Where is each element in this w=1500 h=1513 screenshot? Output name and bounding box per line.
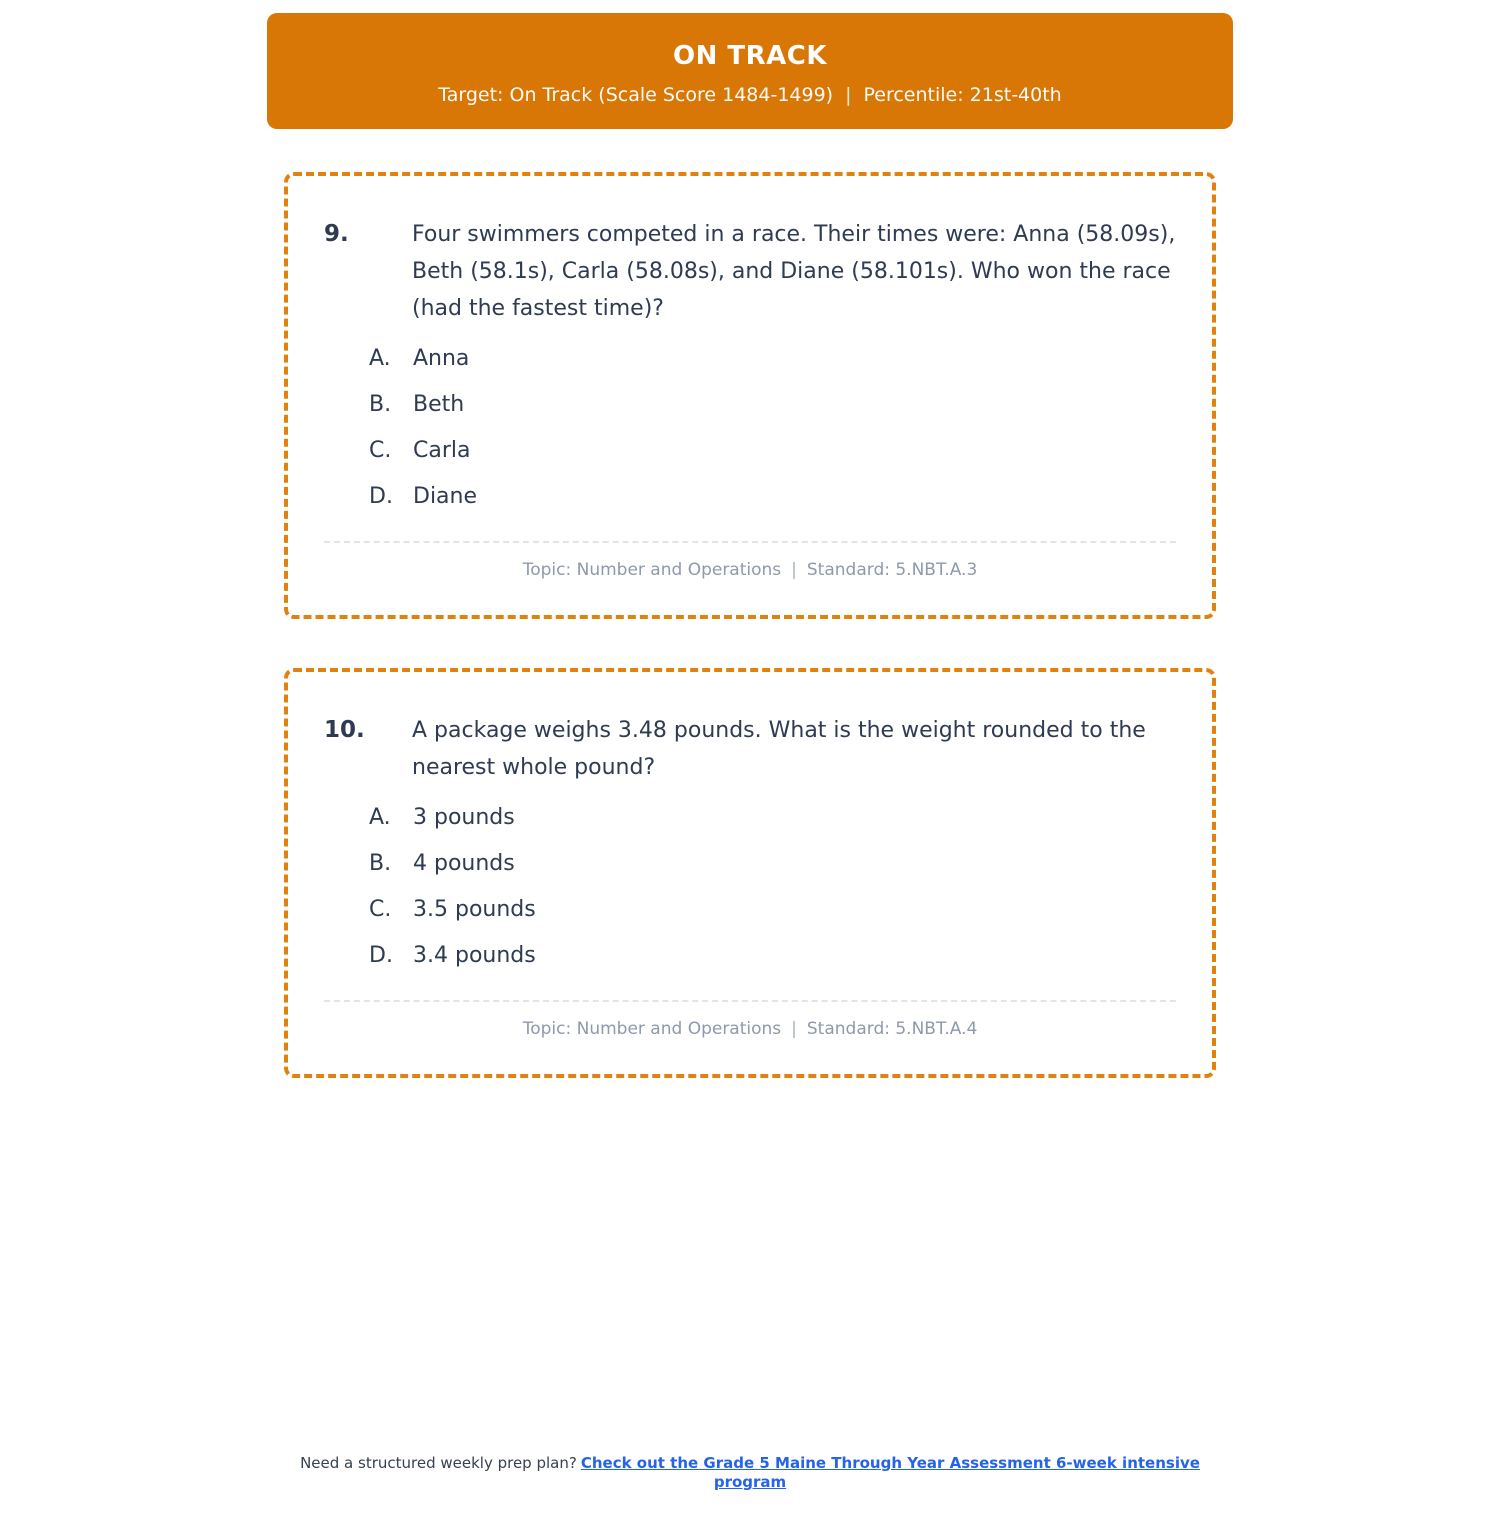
option-row-c [369, 427, 1176, 473]
option-row-a [369, 335, 1176, 381]
option-text: 3.4 pounds [413, 942, 536, 968]
banner-target-text: Target: On Track (Scale Score 1484-1499) [438, 84, 834, 106]
question-card-10 [284, 668, 1216, 1078]
meta-standard: Standard: 5.NBT.A.4 [806, 1019, 978, 1039]
worksheet-page [0, 13, 1500, 1491]
question-card-9 [284, 172, 1216, 619]
question-number: 9. [324, 221, 349, 247]
option-label: A. [369, 345, 391, 371]
meta-standard: Standard: 5.NBT.A.3 [806, 560, 978, 580]
options-list [369, 335, 1176, 519]
meta-topic: Topic: Number and Operations [522, 1019, 782, 1039]
question-meta [324, 559, 1176, 581]
question-meta [324, 1018, 1176, 1040]
option-row-b [369, 381, 1176, 427]
question-text: A package weighs 3.48 pounds. What is the weight rounded to the nearest whole pound? [412, 718, 1146, 780]
meta-separator: | [791, 1019, 797, 1039]
footer-prompt-text: Need a structured weekly prep plan? [300, 1454, 577, 1472]
option-text: Beth [413, 391, 465, 417]
options-list [369, 794, 1176, 978]
option-label: B. [369, 391, 392, 417]
footer-program-link[interactable]: Check out the Grade 5 Maine Through Year Assessment 6-week intensive program [580, 1454, 1200, 1491]
banner-separator: | [845, 84, 852, 106]
option-text: 3.5 pounds [413, 896, 536, 922]
option-row-d [369, 932, 1176, 978]
option-label: C. [369, 437, 392, 463]
option-label: D. [369, 483, 393, 509]
banner-percentile-text: Percentile: 21st-40th [863, 84, 1062, 106]
score-band-banner [267, 13, 1233, 129]
option-text: Diane [413, 483, 478, 509]
option-text: 4 pounds [413, 850, 515, 876]
option-row-d [369, 473, 1176, 519]
question-row [324, 712, 1176, 786]
option-label: C. [369, 896, 392, 922]
option-label: A. [369, 804, 391, 830]
page-footer [285, 1454, 1215, 1492]
option-label: D. [369, 942, 393, 968]
option-text: Anna [413, 345, 470, 371]
option-text: Carla [413, 437, 471, 463]
meta-topic: Topic: Number and Operations [522, 560, 782, 580]
option-row-c [369, 886, 1176, 932]
meta-separator: | [791, 560, 797, 580]
option-label: B. [369, 850, 392, 876]
question-text: Four swimmers competed in a race. Their times were: Anna (58.09s), Beth (58.1s), Carla (58.08s), and Diane (58.101s). Who won the race (had the fastest time)? [412, 222, 1176, 321]
banner-title: ON TRACK [672, 41, 828, 71]
card-divider [324, 541, 1176, 543]
option-text: 3 pounds [413, 804, 515, 830]
card-divider [324, 1000, 1176, 1002]
question-row [324, 216, 1176, 327]
question-number: 10. [324, 717, 365, 743]
option-row-a [369, 794, 1176, 840]
banner-subtitle [267, 84, 1233, 106]
option-row-b [369, 840, 1176, 886]
